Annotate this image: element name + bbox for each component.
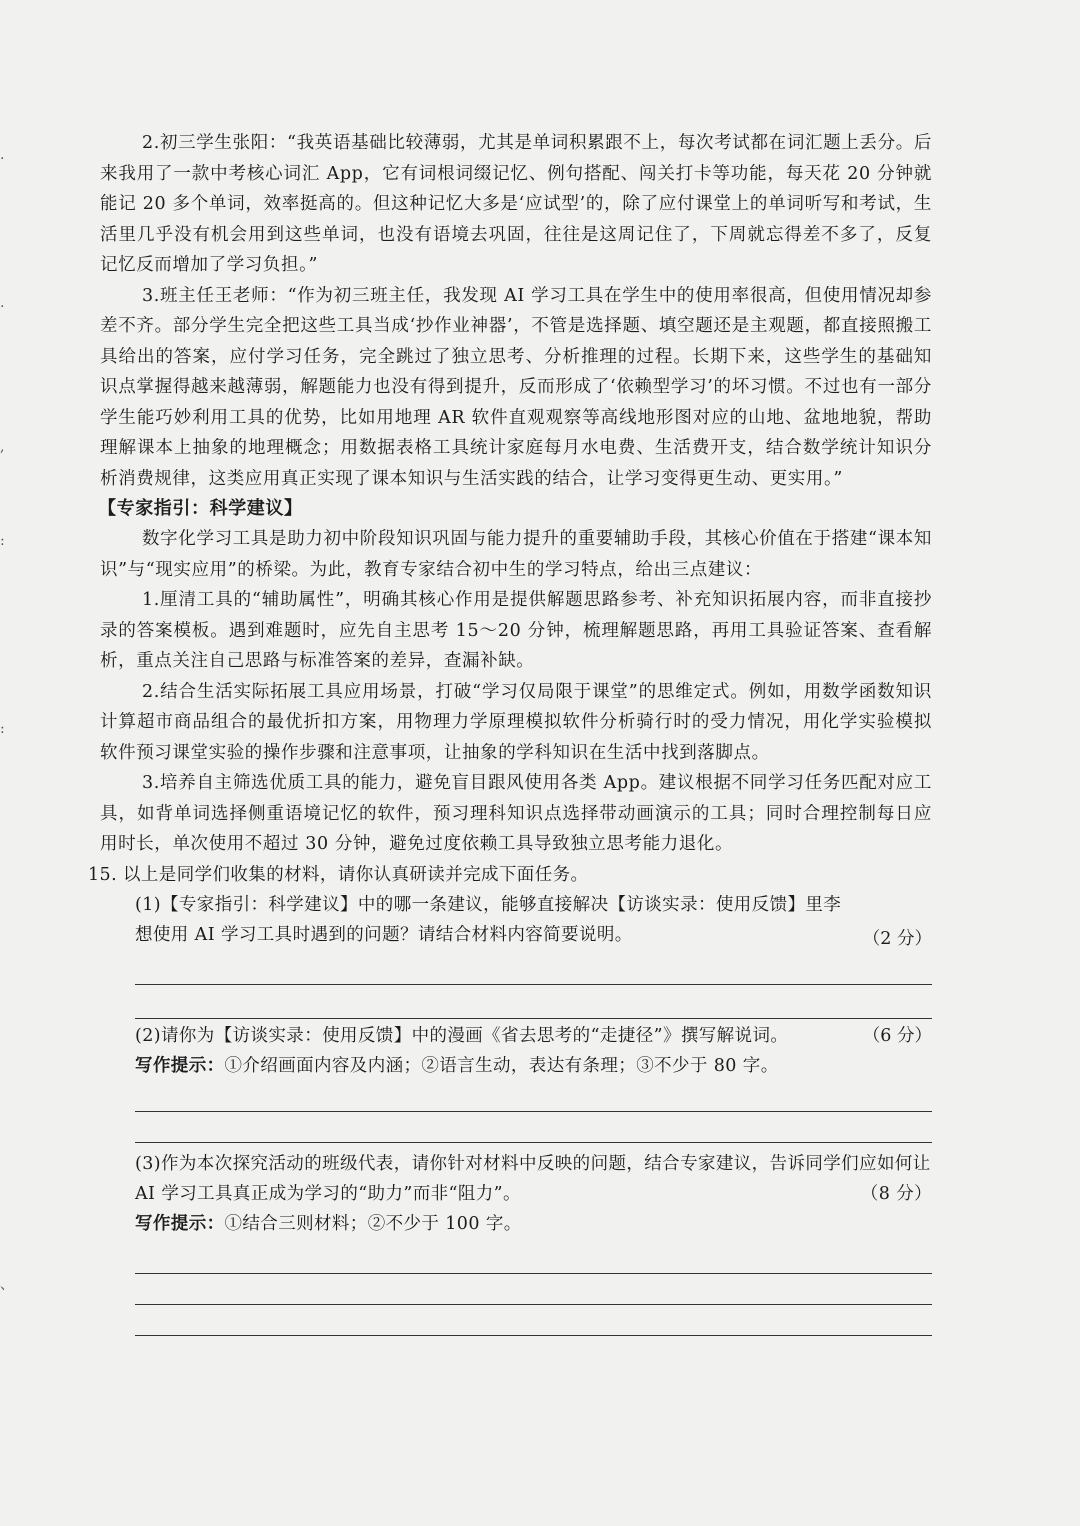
question-15-2-score: （6 分） — [862, 1025, 932, 1046]
writing-hint-label: 写作提示： — [135, 1055, 225, 1076]
question-15-3-hint — [135, 1209, 932, 1239]
question-15-1-score: （2 分） — [862, 928, 932, 949]
question-15-3 — [100, 1149, 932, 1239]
page-content — [88, 128, 932, 1336]
question-15-3-score: （8 分） — [860, 1183, 932, 1204]
expert-suggestion-2: 2.结合生活实际拓展工具应用场景，打破“学习仅局限于课堂”的思维定式。例如，用数学函数知识计算超市商品组合的最优折扣方案，用物理力学原理模拟软件分析骑行时的受力情况，用化学实验模拟软件预习课堂实验的操作步骤和注意事项，让抽象的学科知识在生活中找到落脚点。 — [100, 681, 932, 763]
answer-line-q1-b[interactable] — [135, 1018, 932, 1019]
question-15-2-hint — [135, 1051, 932, 1081]
writing-hint-label-3: 写作提示： — [135, 1213, 225, 1234]
interview-teacher-wang: 3.班主任王老师：“作为初三班主任，我发现 AI 学习工具在学生中的使用率很高，但使用情况却参差不齐。部分学生完全把这些工具当成‘抄作业神器’，不管是选择题、填空题还是主观题，都直接照搬工具给出的答案，应付学习任务，完全跳过了独立思考、分析推理的过程。长期下来，这些学生的基础知识点掌握得越来越薄弱，解题能力也没有得到提升，反而形成了‘依赖型学习’的坏习惯。不过也有一部分学生能巧妙利用工具的优势，比如用地理 AR 软件直观观察等高线地形图对应的山地、盆地地貌，帮助理解课本上抽象的地理概念；用数据表格工具统计家庭每月水电费、生活费开支，结合数学统计知识分析消费规律，这类应用真正实现了课本知识与生活实践的结合，让学习变得更生动、更实用。” — [100, 285, 932, 489]
writing-hint-text: ①介绍画面内容及内涵；②语言生动，表达有条理；③不少于 80 字。 — [224, 1055, 779, 1076]
expert-suggestion-1: 1.厘清工具的“辅助属性”，明确其核心作用是提供解题思路参考、补充知识拓展内容，而非直接抄录的答案模板。遇到难题时，应先自主思考 15～20 分钟，梳理解题思路，再用工具验证答案、查看解析，重点关注自己思路与标准答案的差异，查漏补缺。 — [100, 590, 932, 671]
question-15-3-text-line — [135, 1149, 932, 1209]
binding-margin-marks: . . , : : 、 — [0, 147, 14, 1293]
question-15-3-text: (3)作为本次探究活动的班级代表，请你针对材料中反映的问题，结合专家建议，告诉同学们应如何让 AI 学习工具真正成为学习的“助力”而非“阻力”。 — [135, 1153, 931, 1204]
question-15-stem: 15. 以上是同学们收集的材料，请你认真研读并完成下面任务。 — [88, 864, 589, 885]
answer-line-q3-c[interactable] — [135, 1335, 932, 1336]
question-15-1 — [100, 890, 932, 950]
answer-line-q2-b[interactable] — [135, 1142, 932, 1143]
interview-zhangyang: 2.初三学生张阳：“我英语基础比较薄弱，尤其是单词积累跟不上，每次考试都在词汇题上丢分。后来我用了一款中考核心词汇 App，它有词根词缀记忆、例句搭配、闯关打卡等功能，每天花 20 分钟就能记 20 多个单词，效率挺高的。但这种记忆大多是‘应试型’的，除了应付课堂上的单词听写和考试，生活里几乎没有机会用到这些单词，也没有语境去巩固，往往是这周记住了，下周就忘得差不多了，反复记忆反而增加了学习负担。” — [100, 133, 932, 275]
question-15-2 — [100, 1021, 932, 1081]
expert-heading: 【专家指引：科学建议】 — [98, 498, 303, 519]
question-15-1-text: (1)【专家指引：科学建议】中的哪一条建议，能够直接解决【访谈实录：使用反馈】里李想使用 AI 学习工具时遇到的问题？请结合材料内容简要说明。 — [135, 894, 842, 945]
writing-hint-text-3: ①结合三则材料；②不少于 100 字。 — [224, 1213, 522, 1234]
expert-intro: 数字化学习工具是助力初中阶段知识巩固与能力提升的重要辅助手段，其核心价值在于搭建“课本知识”与“现实应用”的桥梁。为此，教育专家结合初中生的学习特点，给出三点建议： — [100, 529, 932, 580]
expert-suggestion-3: 3.培养自主筛选优质工具的能力，避免盲目跟风使用各类 App。建议根据不同学习任务匹配对应工具，如背单词选择侧重语境记忆的软件，预习理科知识点选择带动画演示的工具；同时合理控制每日应用时长，单次使用不超过 30 分钟，避免过度依赖工具导致独立思考能力退化。 — [100, 773, 932, 854]
question-15-2-text: (2)请你为【访谈实录：使用反馈】中的漫画《省去思考的“走捷径”》撰写解说词。 — [135, 1025, 789, 1046]
